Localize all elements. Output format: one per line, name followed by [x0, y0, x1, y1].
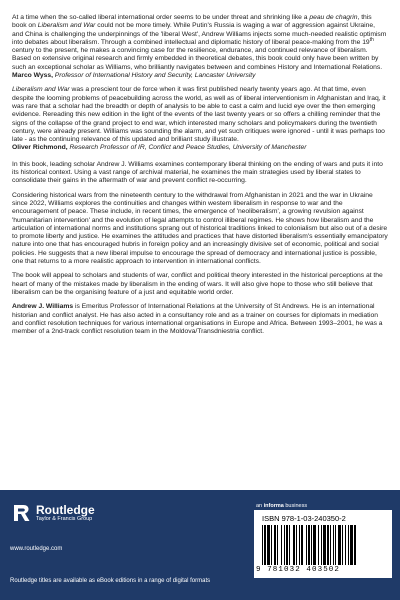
publisher-footer — [0, 490, 400, 600]
review-1-text: At a time when the so-called liberal international order seems to be under threat and shrinking like a peau de chagrin, this book on Liberalism and War could not be more timely. While Putin's Russia is waging a war of aggression against Ukraine, and China is challenging the underpinnings of the 'liberal West', Andrew Williams injects some much-needed realistic optimism into debates about liberalism. Through a combined intellectual and diplomatic history of liberal peace-making from the 19th century to the present, he makes a convincing case for the resilience, endurance, and continued relevance of liberalism. Based on extensive original research and firmly embedded in theoretical debates, this book could only have been written by such an exceptional scholar as Williams, who brilliantly navigates between and combines History and International Relations. — [12, 14, 387, 71]
informa-tagline: an informa business — [256, 503, 308, 509]
author-bio: Andrew J. Williams is Emeritus Professor of International Relations at the University of St Andrews. He is an international historian and conflict analyst. He has also acted in a consultancy role and as a trainer on courses for diplomats in mediation and conflict resolution techniques for various international organisations in Europe and Africa. Between 1993–2001, he was a member of a 2nd-track conflict resolution team in the Moldova/Transdniestria conflict. — [12, 303, 383, 336]
body-paragraph-2: Considering historical wars from the nineteenth century to the withdrawal from Afghanistan in 2021 and the war in Ukraine since 2022, Williams explores the continuities and changes within western liberalism in response to war and the encouragement of peace. These include, in recent times, the emergence of 'neoliberalism', a growing revulsion against 'humanitarian intervention' and the evolution of legal attempts to control illiberal regimes. He shows how liberalism and the articulation of international norms and institutions sprang out of historical traditions linked to colonialism but also out of a desire to promote liberty and justice. He examines the attitudes and practices that have distorted liberalism's essentially emancipatory nature into one that has encouraged hubris in foreign policy and an increasingly divisive set of economic, political and social policies. He suggests that a new liberal impulse to encourage the spread of democracy and international justice is possible, one that returns to a more realistic approach to intervention in international conflicts. — [12, 191, 388, 266]
logo-subtitle: Taylor & Francis Group — [36, 515, 93, 522]
review-1-emphasis-a: peau de chagrin — [309, 14, 358, 21]
author-name: Andrew J. Williams — [12, 303, 74, 311]
barcode-panel — [254, 510, 392, 578]
review-1-emphasis-b: Liberalism and War — [37, 22, 96, 30]
isbn-text: ISBN 978-1-03-240350-2 — [262, 514, 346, 523]
reviewer-1-name: Marco Wyss — [12, 72, 52, 80]
review-2-text: Liberalism and War was a prescient tour de force when it was first published nearly twenty years ago. At that time, even despite the looming problems of peacebuilding across the world, as well as of liberal interventionism in Afghanistan and Iraq, it was rare that a scholar had the breadth or depth of analysis to be able to cast a calm and lucid eye over the then emerging evidence. Rereading this new edition in the light of the events of the last twenty years or so offers a chilling reminder that the signs of the collapse of the grand project to end war, which interested many scholars and policymakers during the twentieth century, were already present. Williams was sounding the alarm, and yet such critiques were ignored - until it was perhaps too late - as the continuing relevance of this updated and brilliant study illustrate. — [12, 86, 386, 144]
ordinal-sup: th — [369, 36, 374, 43]
reviewer-1-role: Professor of International History and Security, Lancaster University — [54, 72, 256, 80]
back-cover-text — [12, 14, 388, 336]
ebook-note: Routledge titles are available as eBook editions in a range of digital formats — [10, 578, 211, 584]
review-1-attribution: Marco Wyss, Professor of International History and Security, Lancaster University — [12, 72, 256, 80]
barcode-digits: 9 781032 403502 — [256, 566, 341, 574]
review-2-emphasis: Liberalism and War — [12, 86, 70, 94]
body-paragraph-1: In this book, leading scholar Andrew J. Williams examines contemporary liberal thinking on the ending of wars and puts it into its historical context. Using a vast range of archival material, he examines the main strategies used by liberal states to consolidate their gains in the aftermath of war and prevent conflict re-occurring. — [12, 160, 383, 185]
publisher-website: www.routledge.com — [10, 546, 63, 552]
review-2-attribution: Oliver Richmond, Research Professor of IR, Conflict and Peace Studies, University of Manchester — [12, 144, 307, 152]
reviewer-2-role: Research Professor of IR, Conflict and Peace Studies, University of Manchester — [69, 144, 307, 152]
body-paragraph-3: The book will appeal to scholars and students of war, conflict and political theory interested in the historical perceptions at the heart of many of the mistakes made by liberalism in the ending of wars. It will also give hope to those who still believe that liberalism can be the organising feature of a just and equitable world order. — [12, 272, 383, 296]
barcode-graphic — [262, 525, 384, 565]
reviewer-2-name: Oliver Richmond — [12, 144, 66, 152]
routledge-logo — [10, 502, 95, 524]
logo-name: Routledge — [36, 502, 95, 517]
routledge-logo-icon — [10, 502, 32, 524]
